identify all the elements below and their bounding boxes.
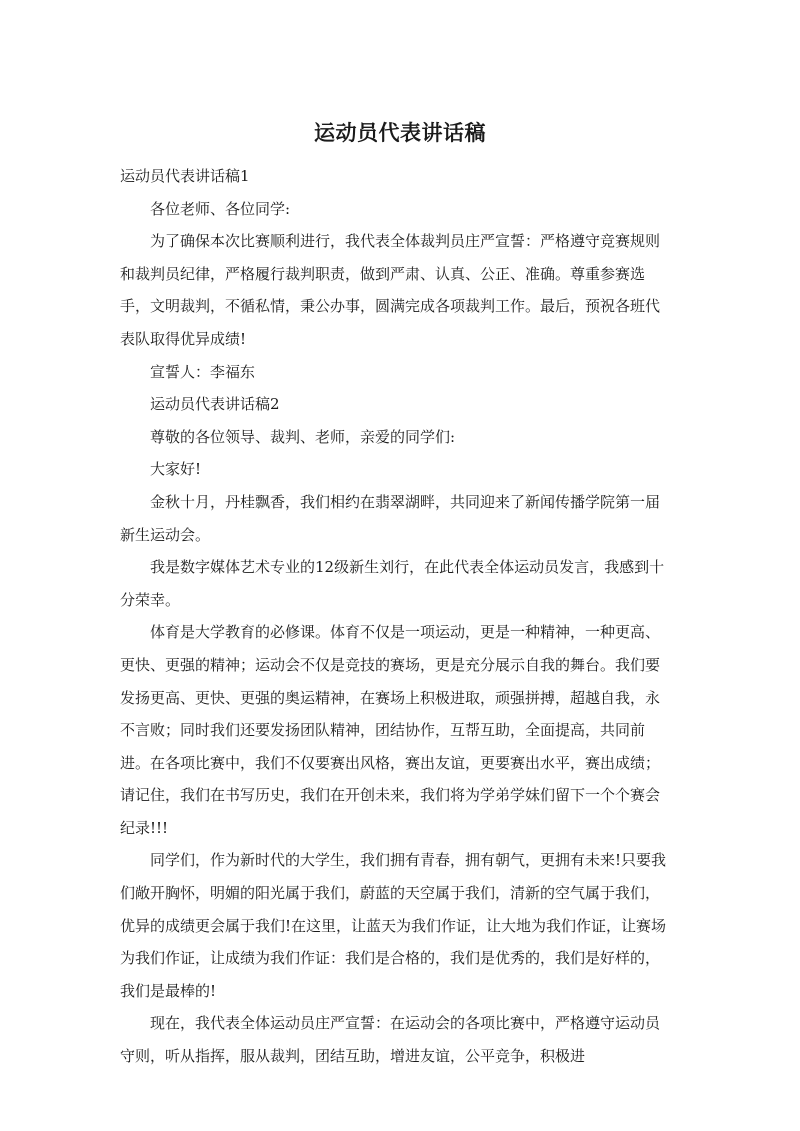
document-body — [120, 160, 668, 1073]
paragraph-10: 体育是大学教育的必修课。体育不仅是一项运动，更是一种精神，一种更高、更快、更强的精神；运动会不仅是竞技的赛场，更是充分展示自我的舞台。我们要发扬更高、更快、更强的奥运精神，在赛场上积极进取，顽强拼搏，超越自我，永不言败；同时我们还要发扬团队精神，团结协作，互帮互助，全面提高，共同前进。在各项比赛中，我们不仅要赛出风格，赛出友谊，更要赛出水平，赛出成绩；请记住，我们在书写历史，我们在开创未来，我们将为学弟学妹们留下一个个赛会纪录!!! — [120, 623, 661, 837]
paragraph-12: 现在，我代表全体运动员庄严宣誓：在运动会的各项比赛中，严格遵守运动员守则，听从指挥，服从裁判，团结互助，增进友谊，公平竞争，积极进 — [120, 1014, 661, 1066]
paragraph-5: 运动员代表讲话稿2 — [150, 395, 280, 414]
paragraph-7: 大家好! — [150, 460, 202, 479]
paragraph-3: 为了确保本次比赛顺利进行，我代表全体裁判员庄严宣誓：严格遵守竞赛规则和裁判员纪律，严格履行裁判职责，做到严肃、认真、公正、准确。尊重参赛选手，文明裁判，不循私情，秉公办事，圆满完成各项裁判工作。最后，预祝各班代表队取得优异成绩! — [120, 232, 661, 348]
paragraph-4: 宣誓人：李福东 — [150, 362, 256, 381]
paragraph-6: 尊敬的各位领导、裁判、老师，亲爱的同学们: — [150, 427, 456, 446]
paragraph-9: 我是数字媒体艺术专业的12级新生刘行，在此代表全体运动员发言，我感到十分荣幸。 — [120, 558, 665, 609]
page-title: 运动员代表讲话稿 — [314, 121, 486, 145]
paragraph-8: 金秋十月，丹桂飘香，我们相约在翡翠湖畔，共同迎来了新闻传播学院第一届新生运动会。 — [120, 492, 661, 544]
paragraph-11: 同学们，作为新时代的大学生，我们拥有青春，拥有朝气，更拥有未来!只要我们敞开胸怀，明媚的阳光属于我们，蔚蓝的天空属于我们，清新的空气属于我们，优异的成绩更会属于我们!在这里，让蓝天为我们作证，让大地为我们作证，让赛场为我们作证，让成绩为我们作证：我们是合格的，我们是优秀的，我们是好样的，我们是最棒的! — [120, 851, 667, 1000]
paragraph-2: 各位老师、各位同学: — [150, 199, 291, 218]
paragraph-1: 运动员代表讲话稿1 — [120, 167, 250, 185]
